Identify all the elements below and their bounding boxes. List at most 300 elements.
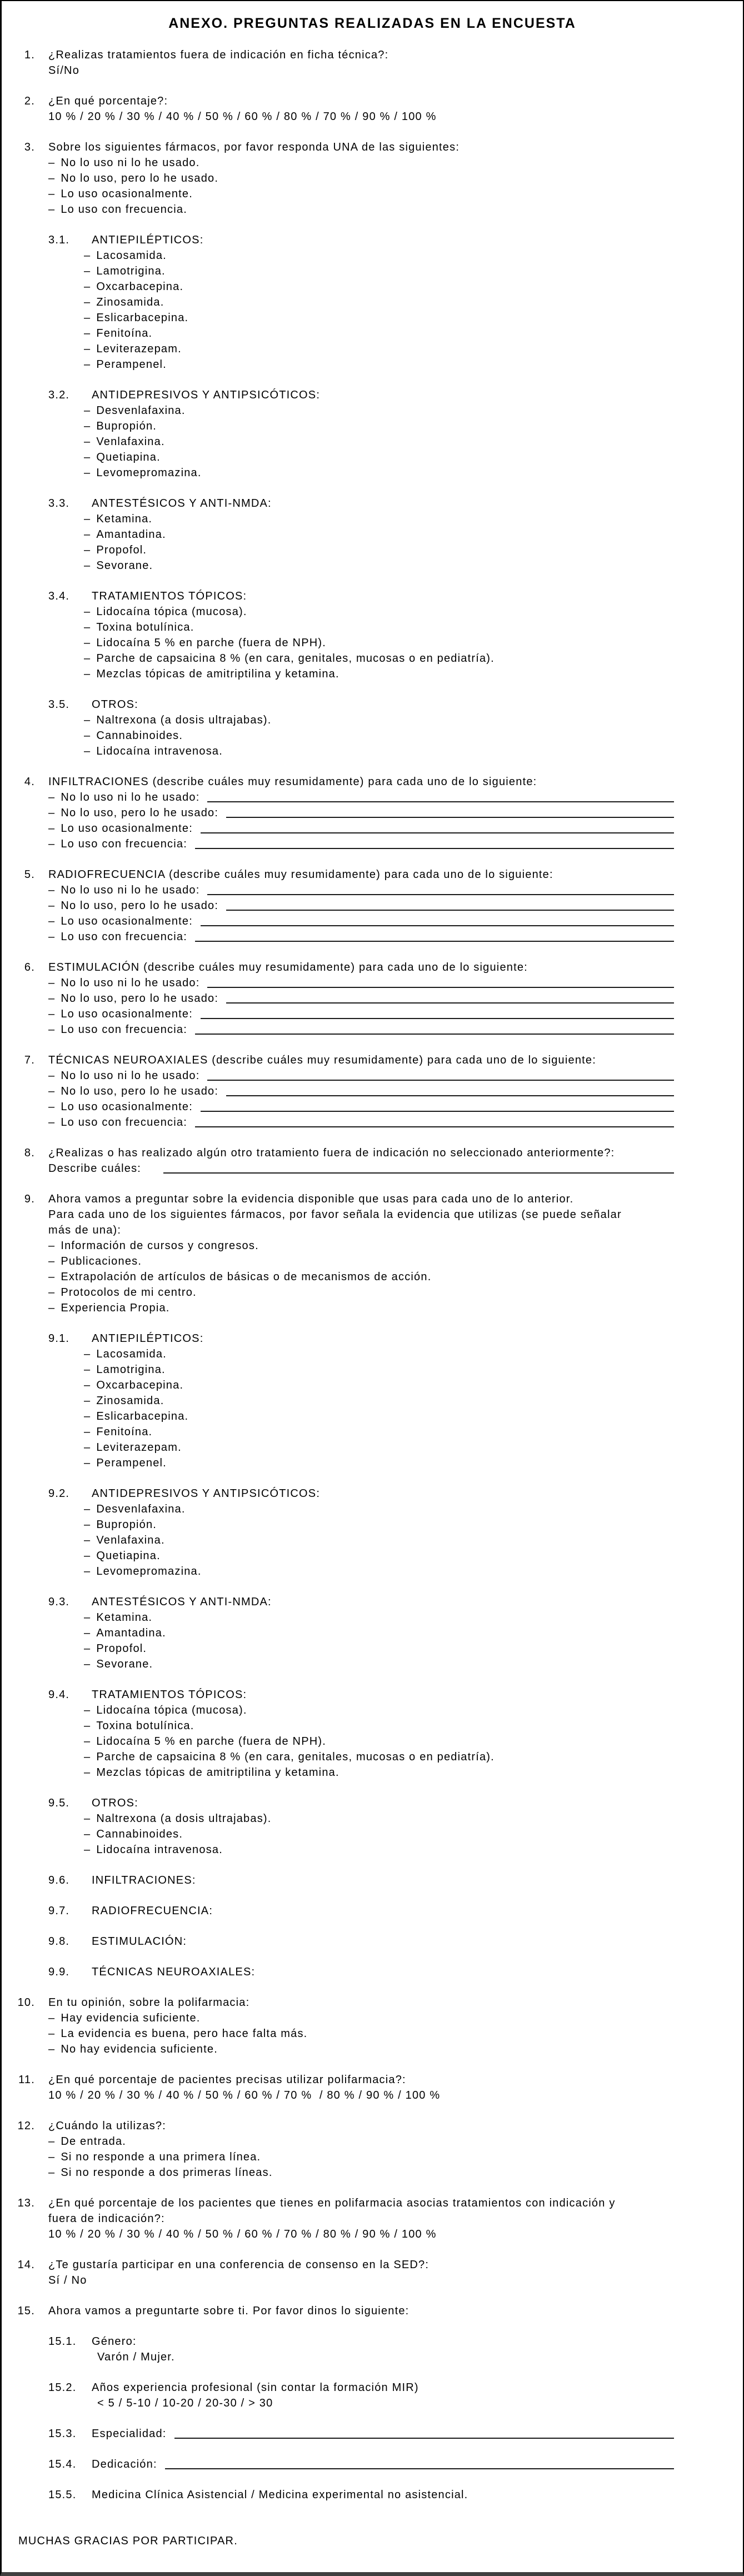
question-number: 3.5.	[48, 698, 70, 711]
bullet-option-text: De entrada.	[61, 2135, 127, 2148]
bullet-option-text: Información de cursos y congresos.	[61, 1240, 259, 1252]
dash-bullet: –	[84, 714, 91, 726]
answer-options-text: Sí/No	[48, 64, 80, 77]
dash-bullet: –	[48, 1085, 56, 1097]
dash-bullet: –	[48, 157, 56, 169]
question-number: 9.8.	[48, 1935, 70, 1948]
dash-bullet: –	[84, 1844, 91, 1856]
bullet-option-line	[2, 635, 743, 651]
bullet-option-line	[2, 171, 743, 186]
bullet-option-text: Publicaciones.	[61, 1255, 142, 1267]
bullet-option-text: Cannabinoides.	[96, 730, 183, 742]
question-heading-row	[2, 1594, 743, 1610]
question-number: 13.	[17, 2197, 35, 2209]
question-heading-row	[2, 2487, 743, 2503]
question-number: 6.	[24, 961, 35, 974]
bullet-option-text: No hay evidencia suficiente.	[61, 2043, 218, 2055]
bullet-option-text: Lo uso ocasionalmente:	[61, 822, 193, 835]
question-number: 3.2.	[48, 389, 70, 401]
question-number: 9.9.	[48, 1966, 70, 1978]
question-heading-row	[2, 588, 743, 604]
question-text: ¿Cuándo la utilizas?:	[48, 2120, 166, 2132]
bullet-option-text: Sevorane.	[96, 560, 153, 572]
bullet-option-text: Quetiapina.	[96, 1550, 161, 1562]
bullet-option-line	[2, 527, 743, 542]
bullet-option-line	[2, 1517, 743, 1532]
question-text: Género:	[92, 2335, 137, 2348]
describe-label-with-blank	[2, 1161, 743, 1176]
bullet-option-text: Experiencia Propia.	[61, 1302, 170, 1314]
question-block-1	[2, 47, 743, 78]
bullet-option-line	[2, 1625, 743, 1641]
bullet-option-line	[2, 263, 743, 279]
bullet-option-line	[2, 1734, 743, 1749]
bullet-option-line	[2, 1254, 743, 1269]
bullet-option-line	[2, 1362, 743, 1377]
dash-bullet: –	[84, 451, 91, 463]
question-block-3-3	[2, 496, 743, 573]
bullet-option-text: Naltrexona (a dosis ultrajabas).	[96, 714, 272, 726]
bullet-option-line	[2, 743, 743, 759]
question-text: TÉCNICAS NEUROAXIALES (describe cuáles muy resumidamente) para cada uno de lo siguiente:	[48, 1054, 597, 1066]
bullet-option-text: Extrapolación de artículos de básicas o de mecanismos de acción.	[61, 1271, 432, 1283]
question-text: más de una):	[48, 1224, 122, 1236]
question-number: 8.	[24, 1147, 35, 1159]
bullet-option-text: No lo uso, pero lo he usado:	[61, 900, 219, 912]
bullet-option-text: Quetiapina.	[96, 451, 161, 463]
bullet-option-line	[2, 310, 743, 326]
question-number: 14.	[17, 2259, 35, 2271]
answer-options-text: < 5 / 5-10 / 10-20 / 20-30 / > 30	[97, 2397, 273, 2409]
bullet-option-line	[2, 1703, 743, 1718]
dash-bullet: –	[84, 436, 91, 448]
bullet-option-text: No lo uso, pero lo he usado:	[61, 1085, 219, 1097]
fill-in-blank-line	[207, 883, 674, 895]
bullet-option-text: Lo uso con frecuencia:	[61, 1116, 187, 1129]
bullet-option-text: No lo uso, pero lo he usado:	[61, 992, 219, 1005]
dash-bullet: –	[84, 1720, 91, 1732]
fill-in-blank-line	[195, 837, 674, 849]
bullet-option-text: Mezclas tópicas de amitriptilina y ketamina.	[96, 668, 339, 680]
bullet-option-text: Perampenel.	[96, 358, 167, 371]
question-number: 5.	[24, 868, 35, 881]
answer-options-line	[2, 63, 743, 78]
question-number: 9.2.	[48, 1487, 70, 1500]
bullet-option-line	[2, 155, 743, 171]
bullet-option-text: Levomepromazina.	[96, 1565, 202, 1577]
question-number: 15.2.	[48, 2382, 77, 2394]
dash-bullet: –	[84, 1364, 91, 1376]
bullet-option-line	[2, 1842, 743, 1858]
bullet-option-text: Hay evidencia suficiente.	[61, 2012, 201, 2024]
question-text-continuation	[2, 1207, 743, 1222]
bullet-option-line	[2, 1377, 743, 1393]
bullet-option-with-blank	[2, 1115, 743, 1130]
bullet-option-text: Zinosamida.	[96, 296, 164, 308]
bullet-option-text: Mezclas tópicas de amitriptilina y ketamina.	[96, 1766, 339, 1779]
bullet-option-line	[2, 1656, 743, 1672]
question-block-9-5	[2, 1795, 743, 1858]
bullet-option-text: No lo uso, pero lo he usado:	[61, 807, 219, 819]
bullet-option-text: Si no responde a dos primeras líneas.	[61, 2166, 273, 2179]
question-block-15	[2, 2303, 743, 2319]
question-heading-row	[2, 2195, 743, 2211]
fill-in-blank-line	[207, 976, 674, 988]
fill-in-blank-line	[163, 1161, 674, 1174]
question-heading-row	[2, 867, 743, 882]
bullet-option-line	[2, 1455, 743, 1471]
bullet-option-text: Lidocaína intravenosa.	[96, 745, 223, 757]
question-text: Ahora vamos a preguntarte sobre ti. Por favor dinos lo siguiente:	[48, 2305, 410, 2317]
bullet-option-text: No lo uso ni lo he usado.	[61, 157, 200, 169]
question-number: 2.	[24, 95, 35, 107]
question-number: 15.5.	[48, 2489, 77, 2501]
bullet-option-line	[2, 542, 743, 558]
bullet-option-text: Lacosamida.	[96, 1348, 167, 1360]
page-title: ANEXO. PREGUNTAS REALIZADAS EN LA ENCUESTA	[168, 16, 576, 31]
question-text: ANTESTÉSICOS Y ANTI-NMDA:	[92, 497, 272, 510]
question-number: 9.4.	[48, 1689, 70, 1701]
question-heading-row	[2, 1145, 743, 1161]
fill-in-blank-line	[201, 914, 674, 926]
question-text: RADIOFRECUENCIA (describe cuáles muy resumidamente) para cada uno de lo siguiente:	[48, 868, 553, 881]
bullet-option-line	[2, 1610, 743, 1625]
question-heading-row	[2, 496, 743, 511]
question-text: Para cada uno de los siguientes fármacos, por favor señala la evidencia que utilizas (se puede señalar	[48, 1209, 622, 1221]
question-block-11	[2, 2072, 743, 2103]
question-text: TÉCNICAS NEUROAXIALES:	[92, 1966, 256, 1978]
bullet-option-line	[2, 1238, 743, 1254]
bullet-option-line	[2, 1641, 743, 1656]
bullet-option-text: Sevorane.	[96, 1658, 153, 1670]
dash-bullet: –	[84, 1395, 91, 1407]
answer-options-text: 10 % / 20 % / 30 % / 40 % / 50 % / 60 % / 70 % / 80 % / 90 % / 100 %	[48, 2228, 437, 2240]
dash-bullet: –	[48, 1101, 56, 1113]
bullet-option-with-blank	[2, 991, 743, 1006]
dash-bullet: –	[84, 668, 91, 680]
dash-bullet: –	[48, 791, 56, 803]
question-block-15-1	[2, 2334, 743, 2365]
question-heading-row	[2, 1873, 743, 1888]
question-block-9-2	[2, 1486, 743, 1579]
question-text: ¿Te gustaría participar en una conferencia de consenso en la SED?:	[48, 2259, 430, 2271]
bullet-option-text: Naltrexona (a dosis ultrajabas).	[96, 1813, 272, 1825]
question-block-3	[2, 139, 743, 217]
question-heading-row	[2, 2072, 743, 2088]
dash-bullet: –	[84, 1379, 91, 1391]
describe-label: Describe cuáles:	[48, 1162, 142, 1175]
dash-bullet: –	[48, 2028, 56, 2040]
bullet-option-line	[2, 651, 743, 666]
question-heading-row	[2, 1934, 743, 1949]
bullet-option-with-blank	[2, 1099, 743, 1115]
question-heading-row	[2, 2426, 743, 2442]
question-text: ANTIDEPRESIVOS Y ANTIPSICÓTICOS:	[92, 389, 321, 401]
bullet-option-line	[2, 341, 743, 357]
bullet-option-line	[2, 2010, 743, 2026]
question-block-3-1	[2, 232, 743, 372]
question-number: 10.	[17, 1996, 35, 2009]
fill-in-blank-line	[207, 1069, 674, 1081]
question-block-7	[2, 1052, 743, 1130]
dash-bullet: –	[48, 900, 56, 912]
fill-in-blank-line	[195, 1022, 674, 1035]
question-text: ANTIDEPRESIVOS Y ANTIPSICÓTICOS:	[92, 1487, 321, 1500]
question-number: 9.5.	[48, 1797, 70, 1809]
question-number: 15.3.	[48, 2428, 77, 2440]
bullet-option-line	[2, 1424, 743, 1440]
question-text: fuera de indicación?:	[48, 2213, 165, 2225]
question-number: 9.1.	[48, 1332, 70, 1345]
bullet-option-line	[2, 248, 743, 263]
dash-bullet: –	[48, 822, 56, 835]
dash-bullet: –	[84, 1828, 91, 1840]
bullet-option-with-blank	[2, 975, 743, 991]
dash-bullet: –	[84, 1766, 91, 1779]
bullet-option-text: Perampenel.	[96, 1457, 167, 1469]
question-heading-row	[2, 387, 743, 403]
bullet-option-text: Amantadina.	[96, 1627, 166, 1639]
dash-bullet: –	[84, 1643, 91, 1655]
bullet-option-text: Amantadina.	[96, 528, 166, 541]
dash-bullet: –	[48, 172, 56, 184]
dash-bullet: –	[84, 1534, 91, 1546]
question-block-14	[2, 2257, 743, 2288]
bullet-option-line	[2, 620, 743, 635]
dash-bullet: –	[84, 513, 91, 525]
bullet-option-text: Toxina botulínica.	[96, 621, 194, 633]
answer-options-text: Varón / Mujer.	[97, 2351, 175, 2363]
bullet-option-line	[2, 279, 743, 294]
question-block-9-9	[2, 1964, 743, 1980]
question-heading-row	[2, 2334, 743, 2349]
question-text: TRATAMIENTOS TÓPICOS:	[92, 590, 247, 602]
question-heading-row	[2, 697, 743, 712]
question-number: 11.	[18, 2074, 35, 2086]
bullet-option-line	[2, 1532, 743, 1548]
question-number: 3.1.	[48, 234, 70, 246]
bullet-option-with-blank	[2, 898, 743, 913]
question-text: Años experiencia profesional (sin contar la formación MIR)	[92, 2382, 419, 2394]
bullet-option-text: Lo uso con frecuencia:	[61, 931, 187, 943]
bullet-option-line	[2, 2165, 743, 2180]
question-text: Ahora vamos a preguntar sobre la evidencia disponible que usas para cada uno de lo anterior.	[48, 1193, 574, 1205]
bullet-option-line	[2, 202, 743, 217]
question-heading-row	[2, 1795, 743, 1811]
question-block-15-5	[2, 2487, 743, 2503]
dash-bullet: –	[48, 1008, 56, 1020]
question-text: Sobre los siguientes fármacos, por favor responda UNA de las siguientes:	[48, 141, 460, 153]
bullet-option-text: Lamotrigina.	[96, 265, 166, 277]
questionnaire-body	[2, 47, 743, 2503]
question-heading-row	[2, 1191, 743, 1207]
bullet-option-text: Cannabinoides.	[96, 1828, 183, 1840]
dash-bullet: –	[84, 1457, 91, 1469]
question-text: Especialidad:	[92, 2428, 167, 2440]
bullet-option-line	[2, 1285, 743, 1300]
bullet-option-text: Desvenlafaxina.	[96, 1503, 186, 1515]
question-text-continuation	[2, 2211, 743, 2226]
bullet-option-text: Eslicarbacepina.	[96, 1410, 189, 1422]
bullet-option-text: Parche de capsaicina 8 % (en cara, genitales, mucosas o en pediatría).	[96, 1751, 495, 1763]
question-heading-row	[2, 93, 743, 109]
bullet-option-text: Leviterazepam.	[96, 1441, 182, 1454]
bullet-option-line	[2, 1346, 743, 1362]
dash-bullet: –	[48, 884, 56, 896]
dash-bullet: –	[48, 2151, 56, 2163]
question-text: Medicina Clínica Asistencial / Medicina experimental no asistencial.	[92, 2489, 468, 2501]
dash-bullet: –	[48, 2166, 56, 2179]
dash-bullet: –	[84, 296, 91, 308]
question-heading-row	[2, 2380, 743, 2395]
bullet-option-line	[2, 666, 743, 682]
bullet-option-with-blank	[2, 1022, 743, 1037]
question-text: ¿En qué porcentaje?:	[48, 95, 168, 107]
bullet-option-text: Fenitoína.	[96, 1426, 153, 1438]
bullet-option-text: Levomepromazina.	[96, 467, 202, 479]
question-heading-row	[2, 1903, 743, 1919]
bullet-option-text: La evidencia es buena, pero hace falta más.	[61, 2028, 308, 2040]
dash-bullet: –	[48, 188, 56, 200]
fill-in-blank-line	[207, 790, 674, 802]
fill-in-blank-line	[195, 930, 674, 942]
bullet-option-line	[2, 2041, 743, 2057]
bullet-option-line	[2, 418, 743, 434]
dash-bullet: –	[48, 1116, 56, 1129]
question-text: ANTESTÉSICOS Y ANTI-NMDA:	[92, 1596, 272, 1608]
question-block-9-4	[2, 1687, 743, 1780]
question-block-9-7	[2, 1903, 743, 1919]
fill-in-blank-line	[226, 806, 674, 818]
bullet-option-text: Oxcarbacepina.	[96, 281, 184, 293]
fill-in-blank-line	[174, 2427, 674, 2439]
dash-bullet: –	[84, 1503, 91, 1515]
bullet-option-line	[2, 558, 743, 573]
fill-in-blank-line	[201, 821, 674, 833]
question-number: 12.	[17, 2120, 35, 2132]
question-number: 3.4.	[48, 590, 70, 602]
question-heading-row	[2, 2118, 743, 2134]
dash-bullet: –	[84, 1550, 91, 1562]
bullet-option-line	[2, 465, 743, 481]
answer-options-text: 10 % / 20 % / 30 % / 40 % / 50 % / 60 % / 70 % / 80 % / 90 % / 100 %	[48, 2089, 441, 2101]
bullet-option-text: Lidocaína 5 % en parche (fuera de NPH).	[96, 1735, 327, 1748]
dash-bullet: –	[48, 977, 56, 989]
dash-bullet: –	[84, 1704, 91, 1716]
bullet-option-line	[2, 326, 743, 341]
bullet-option-line	[2, 2026, 743, 2041]
bullet-option-with-blank	[2, 882, 743, 898]
question-heading-row	[2, 2303, 743, 2319]
question-block-10	[2, 1995, 743, 2057]
question-block-3-2	[2, 387, 743, 481]
question-number: 1.	[24, 49, 35, 61]
bullet-option-line	[2, 1749, 743, 1765]
dash-bullet: –	[48, 2043, 56, 2055]
dash-bullet: –	[84, 1565, 91, 1577]
dash-bullet: –	[84, 745, 91, 757]
bullet-option-text: Protocolos de mi centro.	[61, 1286, 197, 1299]
bullet-option-with-blank	[2, 1084, 743, 1099]
question-heading-row	[2, 1486, 743, 1501]
bullet-option-line	[2, 2134, 743, 2149]
bullet-option-text: Venlafaxina.	[96, 436, 165, 448]
dash-bullet: –	[48, 1302, 56, 1314]
question-heading-row	[2, 774, 743, 790]
question-heading-row	[2, 1687, 743, 1703]
bullet-option-text: Ketamina.	[96, 513, 153, 525]
bullet-option-text: Si no responde a una primera línea.	[61, 2151, 261, 2163]
dash-bullet: –	[48, 2135, 56, 2148]
answer-options-line	[2, 2088, 743, 2103]
question-number: 15.	[17, 2305, 35, 2317]
bullet-option-text: Lidocaína 5 % en parche (fuera de NPH).	[96, 637, 327, 649]
bullet-option-text: Zinosamida.	[96, 1395, 164, 1407]
question-text: Dedicación:	[92, 2458, 157, 2470]
bullet-option-text: Lidocaína tópica (mucosa).	[96, 1704, 247, 1716]
bullet-option-text: Lo uso con frecuencia:	[61, 838, 187, 850]
question-heading-row	[2, 2457, 743, 2472]
question-block-5	[2, 867, 743, 945]
question-block-3-4	[2, 588, 743, 682]
dash-bullet: –	[48, 992, 56, 1005]
dash-bullet: –	[84, 606, 91, 618]
question-text: ¿En qué porcentaje de los pacientes que tienes en polifarmacia asocias tratamientos con indicación y	[48, 2197, 616, 2209]
question-block-15-3	[2, 2426, 743, 2442]
bullet-option-with-blank	[2, 836, 743, 852]
bullet-option-text: No lo uso, pero lo he usado.	[61, 172, 219, 184]
bullet-option-text: Ketamina.	[96, 1611, 153, 1624]
fill-in-blank-line	[201, 1007, 674, 1019]
bullet-option-line	[2, 294, 743, 310]
question-block-9-8	[2, 1934, 743, 1949]
dash-bullet: –	[84, 249, 91, 262]
question-block-15-4	[2, 2457, 743, 2472]
bullet-option-line	[2, 1765, 743, 1780]
question-number: 7.	[24, 1054, 35, 1066]
question-heading-row	[2, 1995, 743, 2010]
question-block-9-1	[2, 1331, 743, 1471]
bullet-option-line	[2, 1548, 743, 1564]
bullet-option-text: Lidocaína tópica (mucosa).	[96, 606, 247, 618]
question-block-6	[2, 960, 743, 1037]
bullet-option-text: Bupropión.	[96, 1519, 157, 1531]
dash-bullet: –	[84, 1813, 91, 1825]
bullet-option-text: No lo uso ni lo he usado:	[61, 884, 200, 896]
question-heading-row	[2, 1331, 743, 1346]
bullet-option-line	[2, 1409, 743, 1424]
bullet-option-with-blank	[2, 1006, 743, 1022]
fill-in-blank-line	[165, 2457, 674, 2469]
question-text: RADIOFRECUENCIA:	[92, 1905, 213, 1917]
bullet-option-text: Toxina botulínica.	[96, 1720, 194, 1732]
bullet-option-text: Lidocaína intravenosa.	[96, 1844, 223, 1856]
question-text: INFILTRACIONES (describe cuáles muy resumidamente) para cada uno de lo siguiente:	[48, 776, 537, 788]
bullet-option-line	[2, 604, 743, 620]
question-number: 15.1.	[48, 2335, 77, 2348]
dash-bullet: –	[48, 1240, 56, 1252]
dash-bullet: –	[84, 358, 91, 371]
answer-options-text: Sí / No	[48, 2274, 87, 2287]
dash-bullet: –	[84, 560, 91, 572]
bullet-option-with-blank	[2, 913, 743, 929]
bullet-option-text: Lo uso ocasionalmente.	[61, 188, 193, 200]
question-block-4	[2, 774, 743, 852]
bullet-option-text: Lo uso con frecuencia:	[61, 1024, 187, 1036]
bullet-option-text: Leviterazepam.	[96, 343, 182, 355]
bullet-option-text: Lo uso ocasionalmente:	[61, 915, 193, 927]
dash-bullet: –	[84, 1751, 91, 1763]
